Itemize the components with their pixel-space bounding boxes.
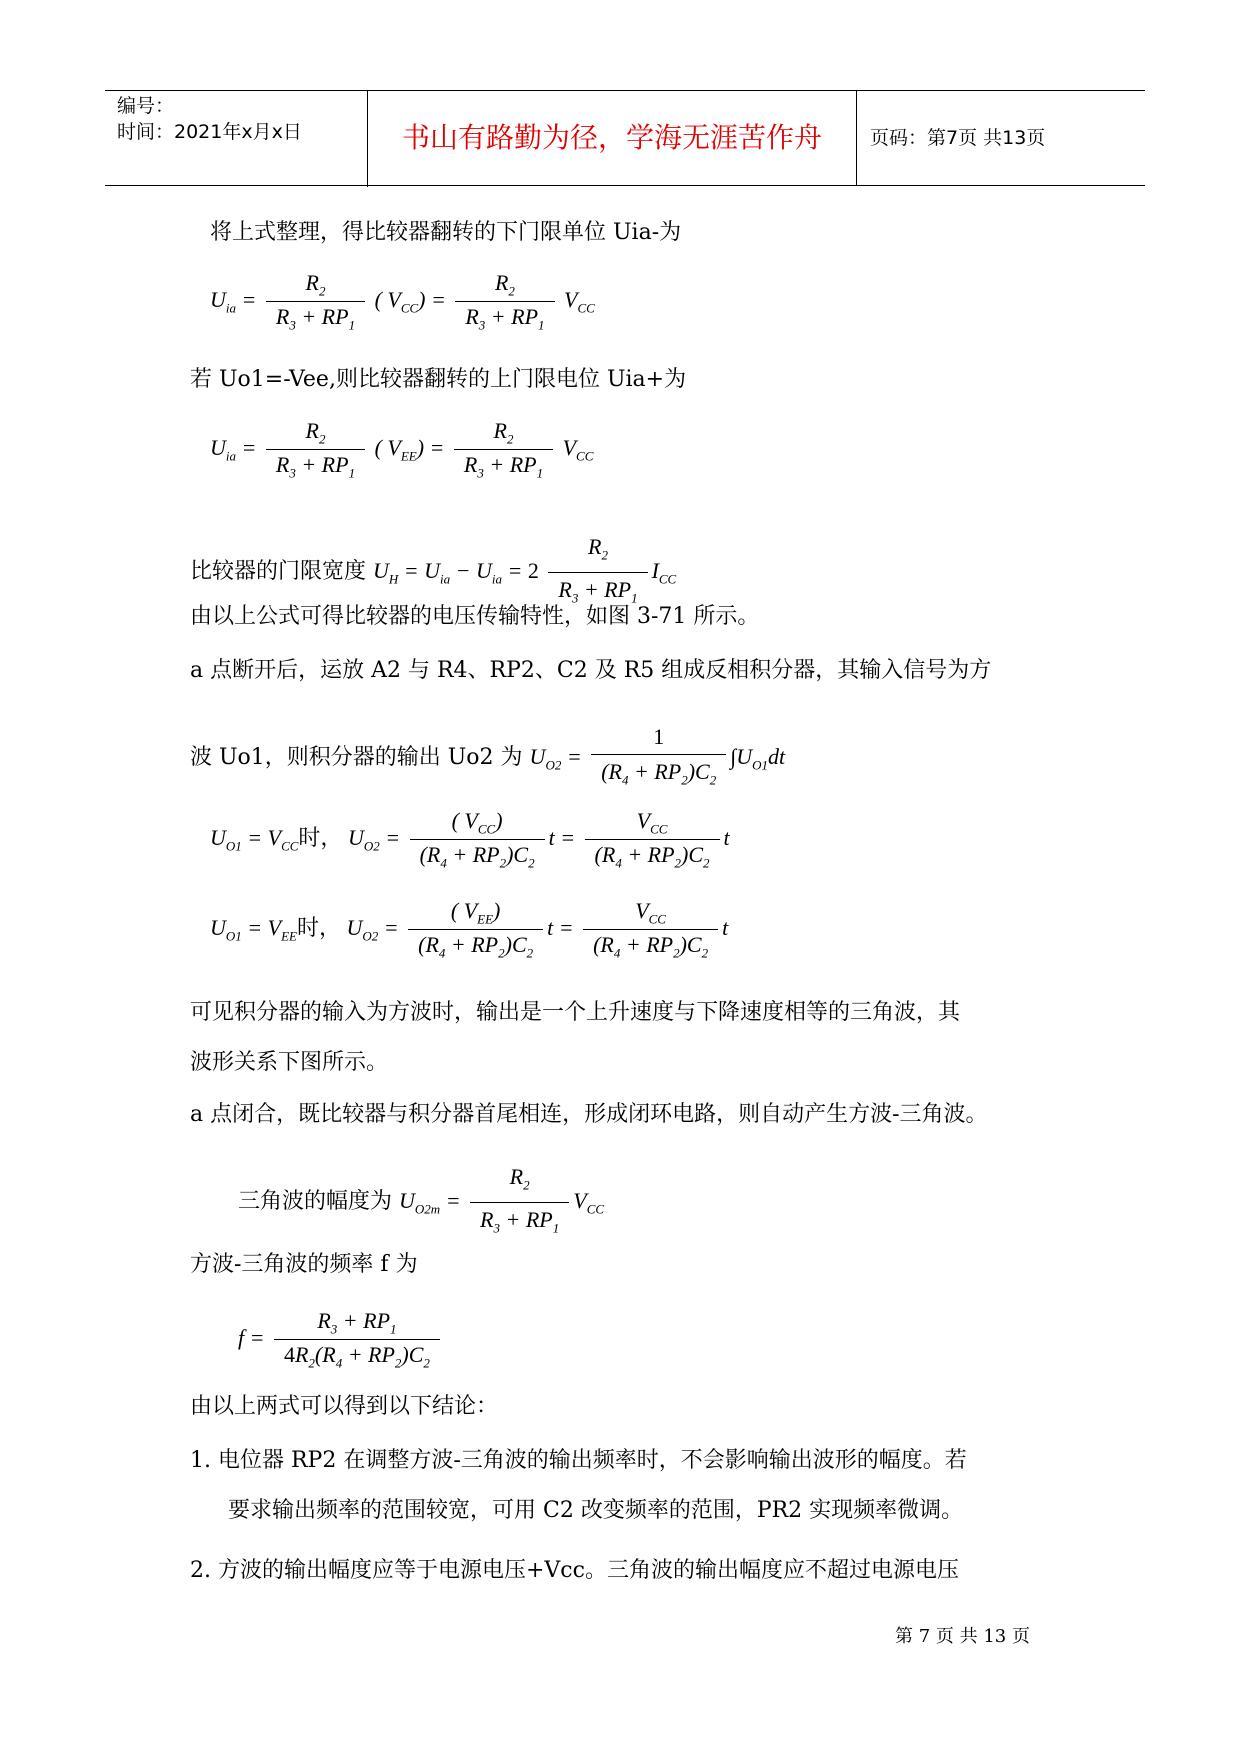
paragraph: a 点断开后，运放 A2 与 R4、RP2、C2 及 R5 组成反相积分器，其输入信号为方 bbox=[190, 658, 992, 683]
equation-label: 时， bbox=[298, 825, 343, 851]
paragraph-text: 波 Uo1，则积分器的输出 Uo2 为 bbox=[190, 744, 523, 770]
paragraph-text: 比较器的门限宽度 bbox=[190, 558, 367, 584]
paragraph: 三角波的幅度为 $U_{O2m}$ = $\frac{R_2}{R_3 + RP_1}$ $V_{CC}$ bbox=[238, 1164, 605, 1236]
equation-uia-minus: $U_{ia}$ = $\frac{R_2}{R_3 + RP_1}$ ( $V_{CC}$) = $\frac{R_2}{R_3 + RP_1}$ $V_{CC}$ bbox=[210, 270, 595, 333]
header-meta bbox=[117, 91, 368, 187]
number-label: 编号： bbox=[117, 95, 175, 117]
equation-uo2-vee: $U_{O1} = V_{EE}$时， $U_{O2}$ = $\frac{( V_{EE})}{(R_4 + RP_2)C_2}$ t = $\frac{V_{CC}}{(R_4 + RP_2)C_2}$ t bbox=[210, 898, 729, 961]
header-slogan: 书山有路勤为径，学海无涯苦作舟 bbox=[368, 91, 857, 185]
equation-label: 时， bbox=[296, 915, 341, 941]
equation-uia-plus: $U_{ia}$ = $\frac{R_2}{R_3 + RP_1}$ ( $V_{EE}$) = $\frac{R_2}{R_3 + RP_1}$ $V_{CC}$ bbox=[210, 418, 594, 481]
paragraph: 可见积分器的输入为方波时，输出是一个上升速度与下降速度相等的三角波，其 bbox=[190, 1000, 961, 1025]
list-item-continuation: 要求输出频率的范围较宽，可用 C2 改变频率的范围，PR2 实现频率微调。 bbox=[228, 1498, 964, 1523]
equation-frequency: f = $\frac{R_3 + RP_1}{4R_2(R_4 + RP_2)C_2}$ bbox=[238, 1308, 444, 1372]
paragraph: 方波-三角波的频率 f 为 bbox=[190, 1252, 418, 1277]
list-item: 1. 电位器 RP2 在调整方波-三角波的输出频率时，不会影响输出波形的幅度。若 bbox=[190, 1448, 967, 1473]
header-page: 页码：第7页 共13页 bbox=[870, 127, 1046, 149]
paragraph: a 点闭合，既比较器与积分器首尾相连，形成闭环电路，则自动产生方波-三角波。 bbox=[190, 1102, 988, 1127]
page-header bbox=[105, 90, 1145, 186]
paragraph: 波形关系下图所示。 bbox=[190, 1050, 389, 1075]
page-footer: 第 7 页 共 13 页 bbox=[895, 1626, 1030, 1647]
paragraph: 比较器的门限宽度 $U_H = U_{ia} - U_{ia} = 2$ $\frac{R_2}{R_3 + RP_1}$ $I_{CC}$ bbox=[190, 534, 677, 606]
paragraph: 由以上两式可以得到以下结论： bbox=[190, 1394, 499, 1419]
paragraph: 若 Uo1=-Vee,则比较器翻转的上门限电位 Uia+为 bbox=[190, 367, 687, 392]
paragraph: 波 Uo1，则积分器的输出 Uo2 为 $U_{O2}$ = $\frac{1}{(R_4 + RP_2)C_2}$ $\int U_{O1}dt$ bbox=[190, 724, 786, 788]
equation-uo2-vcc: $U_{O1} = V_{CC}$时， $U_{O2}$ = $\frac{( V_{CC})}{(R_4 + RP_2)C_2}$ t = $\frac{V_{CC}}{(R_4 + RP_2)C_2}$ t bbox=[210, 808, 730, 871]
paragraph: 将上式整理，得比较器翻转的下门限单位 Uia-为 bbox=[210, 220, 682, 245]
list-item: 2. 方波的输出幅度应等于电源电压+Vcc。三角波的输出幅度应不超过电源电压 bbox=[190, 1558, 959, 1583]
paragraph: 由以上公式可得比较器的电压传输特性，如图 3-71 所示。 bbox=[190, 604, 760, 629]
time-label: 时间：2021年x月x日 bbox=[117, 121, 302, 143]
paragraph-text: 三角波的幅度为 bbox=[238, 1188, 393, 1214]
